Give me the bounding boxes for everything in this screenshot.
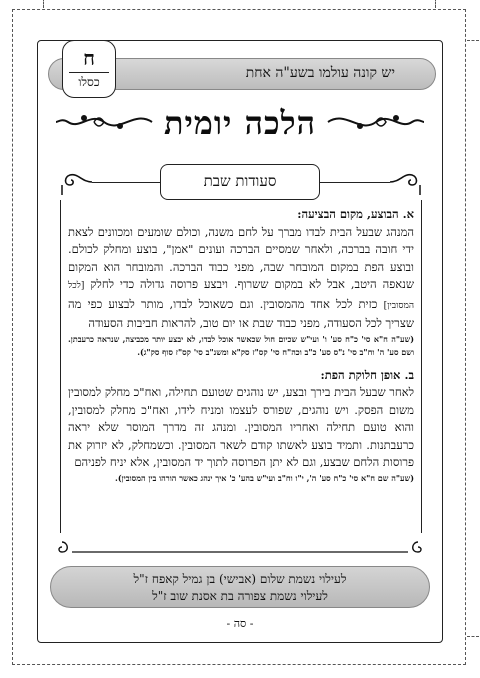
section-heading: א. הבוצע, מקום הבציעה: — [297, 207, 414, 221]
subtitle-rule — [320, 182, 390, 183]
date-badge-letter: ח — [83, 46, 95, 70]
subtitle-tab — [160, 164, 320, 200]
section-body: לאחר שבעל הבית בירך ובצע, יש נוהגים שטועם תחילה, ואח"כ מחלק למסובין משום הפסק. ויש נוהגים, שפורס לעצמו ומניח לידו, ואח"כ מחלק למסובין, והוא טועם תחילה ואחריו המסובין. ומנהג זה מדרך המוסר שלא יראה כרעבתנות. ותמיד בוצע לאשתו קודם לשאר המסובין. וכשמחלק, לא יזרוק את פרוסות הלחם שבצע, וגם לא יתן הפרוסה לתוך יד המסובין, אלא יניח לפניהם — [68, 385, 414, 469]
corner-ornament-icon — [60, 171, 94, 197]
footer-divider-icon — [48, 540, 432, 556]
section-heading: ב. אופן חלוקת הפת: — [320, 367, 414, 382]
section-body-text: המנהג שבעל הבית לבדו מברך על לחם משנה, וכולם שומעים ומכוונים לצאת ידי חובה בברכה, ולאחר שמסיים הברכה ועונים "אמן", בוצע ומחלק לכולם. ובוצע הפת במקום המובחר שבה, מפני כבוד הברכה. והמובחר הוא המקום שנאפה היטב, אבל לא במקום ששרוף. ויבצע פרוסה גדולה כדי לחלק — [68, 224, 414, 291]
content — [68, 206, 414, 485]
subtitle: סעודות שבת — [203, 172, 277, 190]
memorial-line: לעילוי נשמת צפורה בת אסנת שוב ז"ל — [152, 589, 328, 603]
memorial-bar — [50, 566, 430, 608]
section-body — [68, 224, 414, 333]
date-badge — [62, 40, 116, 98]
crop-mark — [435, 0, 437, 8]
corner-ornament-icon — [388, 171, 422, 197]
section-body-inline-note: [לכל המסובין] — [68, 281, 415, 311]
crop-mark — [43, 0, 45, 8]
subtitle-rule — [92, 182, 160, 183]
page-number: - סה - — [226, 617, 254, 630]
header-text: יש קונה עולמו בשע"ה אחת — [245, 65, 395, 81]
right-flourish-icon — [326, 108, 426, 136]
title-row — [50, 100, 430, 148]
page-title: הלכה יומית — [163, 104, 316, 142]
section-body-text: כזית לכל אחד מהמסובין. וגם כשאוכל לבדו, מותר לבצוע כפי מה שצריך לכל הסעודה, מפני כבוד שבת או יום טוב, להראות חביבות הסעודה — [68, 296, 414, 330]
section-source: (שע"ה ח"א סי' כ"ח סע' ו' ועי"ש שכיום חול שכאשר אוכל לבדו, לא יבצע יותר מכביצה, שנראה כרעבתן. ושם סע' ה' וח"ב סי' נ"ס סע' כ"ב וכה"ח סי' קס"ז סק"א ומשנ"ב סי' קס"ז סוף סק"ג). — [68, 333, 414, 357]
memorial-line: לעילוי נשמת שלום (אבישי) בן גמיל קאפח ז"ל — [133, 572, 347, 586]
crop-mark — [467, 636, 479, 638]
date-badge-month: כסלו — [69, 72, 109, 90]
crop-mark — [467, 40, 479, 42]
section-source: (שע"ה שם ח"א סי' כ"ח סע' ה', י"ו וח"ב ועי"ש בהע' כ' איך ינהג כאשר הורהו בין המסובין). — [115, 472, 414, 483]
